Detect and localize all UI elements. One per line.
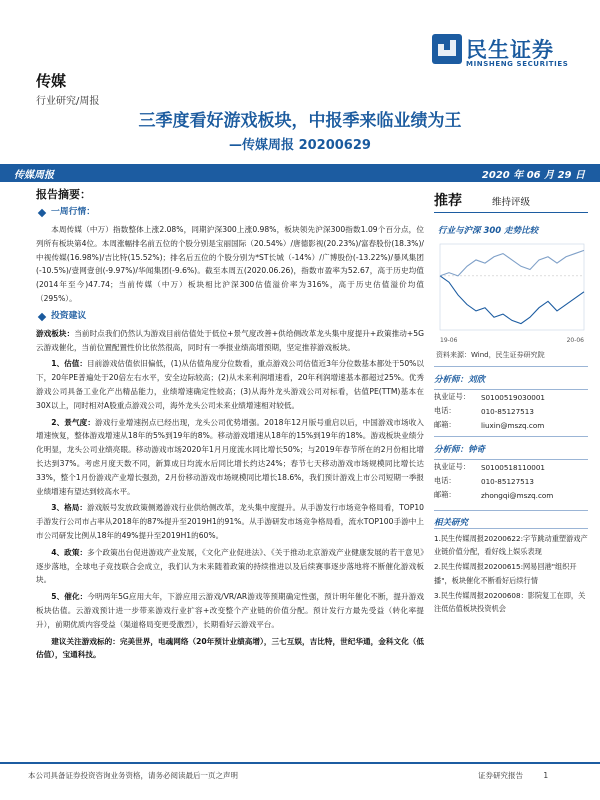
analyst-phone-row — [434, 404, 588, 418]
analyst-cert: S0100518110001 — [481, 462, 546, 472]
report-subtitle: —传媒周报 20200629 — [229, 138, 371, 153]
related-research-list — [434, 532, 590, 617]
recommended-stocks: 建议关注游戏标的：完美世界，电魂网络（20年预计业绩高增），三七互娱，吉比特，世纪华通，金科文化（低估值），宝通科技。 — [36, 636, 424, 660]
chart-source: 资料来源：Wind，民生证券研究院 — [436, 351, 545, 359]
rating-label: 推荐 — [434, 193, 462, 209]
divider — [434, 528, 588, 529]
analyst-cert: S0100519030001 — [481, 392, 546, 402]
point-landscape — [36, 501, 424, 542]
point-label: 3、格局： — [51, 503, 87, 513]
advice-lead-text: 当前时点我们仍然认为游戏目前估值处于低位+景气度改善+供给侧改革龙头集中度提升+政策推动+5G云游戏催化，当前位置配置性价比依然很高，同时有一季报业绩高增预期，坚定推荐游戏板块。 — [36, 328, 424, 352]
footer-rule — [0, 762, 600, 764]
chart-title: 行业与沪深 300 走势比较 — [438, 226, 539, 236]
advice-lead-label: 游戏板块： — [36, 328, 75, 338]
point-policy — [36, 546, 424, 587]
chart-x-tick: 20-06 — [566, 337, 584, 344]
analyst-heading: 分析师：刘欣 — [434, 375, 486, 385]
advice-section-head — [36, 309, 424, 325]
page-number: 1 — [543, 771, 549, 780]
minsheng-logo-icon — [432, 34, 462, 64]
point-text: 目前游戏估值依旧偏低，(1)从估值角度分位数看，重点游戏公司估值近3年分位数基本都处于50%以下，20年PE普遍处于20倍左右水平，安全边际较高；(2)从未来利润增速看，20年利润增速基本都超过25%。优秀游戏公司具备工业化产出精品能力，业绩增速确定性较高；(3)从海外龙头游戏公司对标看，估值PE(TTM)基本在30X以上，同时相对A股重点游戏公司，海外龙头公司未来业绩增速相对较低。 — [36, 359, 424, 410]
footer-right — [478, 770, 548, 781]
divider — [434, 510, 588, 511]
analyst-email-row — [434, 488, 588, 502]
rating-value: 维持评级 — [492, 197, 531, 208]
analyst-block-1 — [434, 366, 588, 432]
point-label: 2、景气度： — [51, 417, 96, 427]
analyst-block-2 — [434, 436, 588, 502]
logo-text: 民生证券 — [466, 38, 554, 62]
advice-heading: 投资建议 — [51, 310, 87, 321]
analyst-email[interactable]: zhongqi@mszq.com — [481, 490, 554, 500]
info-key: 电话： — [434, 406, 456, 415]
analyst-phone: 010-85127513 — [481, 406, 534, 416]
info-key: 邮箱： — [434, 420, 456, 429]
report-type: 行业研究/周报 — [36, 96, 100, 107]
trend-chart — [436, 238, 588, 346]
bar-report-name: 传媒周报 — [14, 170, 54, 181]
weekly-section-head — [36, 205, 424, 221]
info-key: 执业证号： — [434, 462, 470, 471]
related-research-heading: 相关研究 — [434, 518, 469, 528]
chart-x-tick: 19-06 — [440, 337, 458, 344]
chart-frame — [440, 244, 584, 330]
analyst-phone-row — [434, 474, 588, 488]
point-prosperity — [36, 416, 424, 499]
info-key: 执业证号： — [434, 392, 470, 401]
divider — [434, 366, 588, 367]
report-title: 三季度看好游戏板块，中报季来临业绩为王 — [138, 111, 462, 131]
info-key: 电话： — [434, 476, 456, 485]
advice-lead-paragraph — [36, 327, 424, 355]
point-valuation — [36, 357, 424, 412]
divider — [434, 212, 588, 213]
analyst-cert-row — [434, 460, 588, 474]
related-item[interactable]: 2.民生传媒周报20200615:网易回港"组织开播"，板块催化不断看好后续行情 — [434, 562, 577, 585]
analyst-email[interactable]: liuxin@mszq.com — [481, 420, 545, 430]
related-item[interactable]: 3.民生传媒周报20200608：影院复工在即，关注低估值板块投资机会 — [434, 590, 586, 614]
point-label: 1、估值： — [51, 359, 87, 369]
footer-label: 证券研究报告 — [478, 771, 523, 780]
summary-heading: 报告摘要： — [36, 188, 91, 201]
logo-text-en: MINSHENG SECURITIES — [466, 60, 569, 68]
point-label: 5、催化： — [51, 592, 88, 602]
info-key: 邮箱： — [434, 490, 456, 499]
analyst-email-row — [434, 418, 588, 432]
point-text: 多个政策出台促进游戏产业发展，《文化产业促进法》、《关于推动北京游戏产业健康发展的若干意见》逐步落地，全球电子竞技联合会成立，我们认为未来随着政策的持续推进以及后续赛事逐步落地将不断催化游戏板块。 — [36, 547, 424, 585]
industry-label: 传媒 — [36, 72, 67, 90]
summary-body — [36, 204, 424, 764]
weekly-heading: 一周行情： — [51, 207, 95, 218]
analyst-cert-row — [434, 390, 588, 404]
bar-date: 2020 年 06 月 29 日 — [481, 170, 585, 181]
footer-disclaimer: 本公司具备证券投资咨询业务资格，请务必阅读最后一页之声明 — [28, 771, 238, 780]
point-label: 4、政策： — [51, 547, 88, 557]
point-text: 今明两年5G应用大年，下游应用云游戏/VR/AR游戏等预期确定性强，预计明年催化不断，提升游戏板块估值。云游戏预计进一步带来游戏行业扩容+改变整个产业链的价值分配。预计发行方最先受益（转化率提升），前期优质内容受益（渠道格局变更受激烈），长期看好云游戏平台。 — [36, 592, 424, 629]
divider — [434, 436, 588, 437]
analyst-phone: 010-85127513 — [481, 476, 534, 486]
point-catalyst — [36, 590, 424, 631]
point-text: 游戏版号发放政策侧遏游戏行业供给侧改革，龙头集中度提升。从手游发行市场竞争格局看，TOP10手游发行公司市占率从2018年的87%提升至2019H1的91%。从手游研发市场竞争格局看，流水TOP100手游中上市公司研发比例从18年的49%提升至2019H1的60%。 — [36, 503, 424, 540]
analyst-heading: 分析师：钟奇 — [434, 445, 486, 455]
weekly-paragraph: 本周传媒（中万）指数整体上涨2.08%，同期沪深300上涨0.98%，板块领先沪深300指数1.09个百分点，位列所有板块第4位。本周涨幅排名前五位的个股分别是宝丽国际（20.54%）/唐德影视(20.23%)/富春股份(18.3%)/中视传媒(16.98%)/吉比特(15.52%)；排名后五位的个股分别为*ST长城（-14%）/广博股份(-13.22%)/暴风集团(-10.5%)/壹网壹创(-9.97%)/华闻集团(-9.6%)。截至本周五(2020.06.26)，指数市盈率为52.67，高于历史均值(2014年至今)47.74；当前传媒（中万）板块相比沪深300估值溢价率为316%，高于历史估值溢价均值（295%）。 — [36, 225, 424, 303]
point-text: 游戏行业增速拐点已经出现，龙头公司优势增强。2018年12月版号重启以后，中国游戏市场收入增速恢复，整体游戏增速从18年的5%到19年的8%。移动游戏增速从18年的15%到19年的18%。游戏板块业绩分化明显，龙头公司业绩亮眼。移动游戏市场2020年1月月度流水同比增长50%；与2019年春节所在的2月份相比增长达到37%。考虑月度天数不同，新算成日均流水后同比增长约达24%；春节七天移动游戏市场规模同比增长达33%，整个1月份游戏产业增长强劲，2月份移动游戏市场规模同比增长18.6%，我们预计游戏上市公司短期一季报业绩增速有望达到较高水平。 — [36, 417, 424, 496]
bullet-diamond-icon — [38, 209, 46, 217]
related-item[interactable]: 1.民生传媒周报20200622:字节跳动重塑游戏产业链价值分配，看好线上娱乐表现 — [434, 534, 588, 557]
bullet-diamond-icon — [38, 313, 46, 321]
